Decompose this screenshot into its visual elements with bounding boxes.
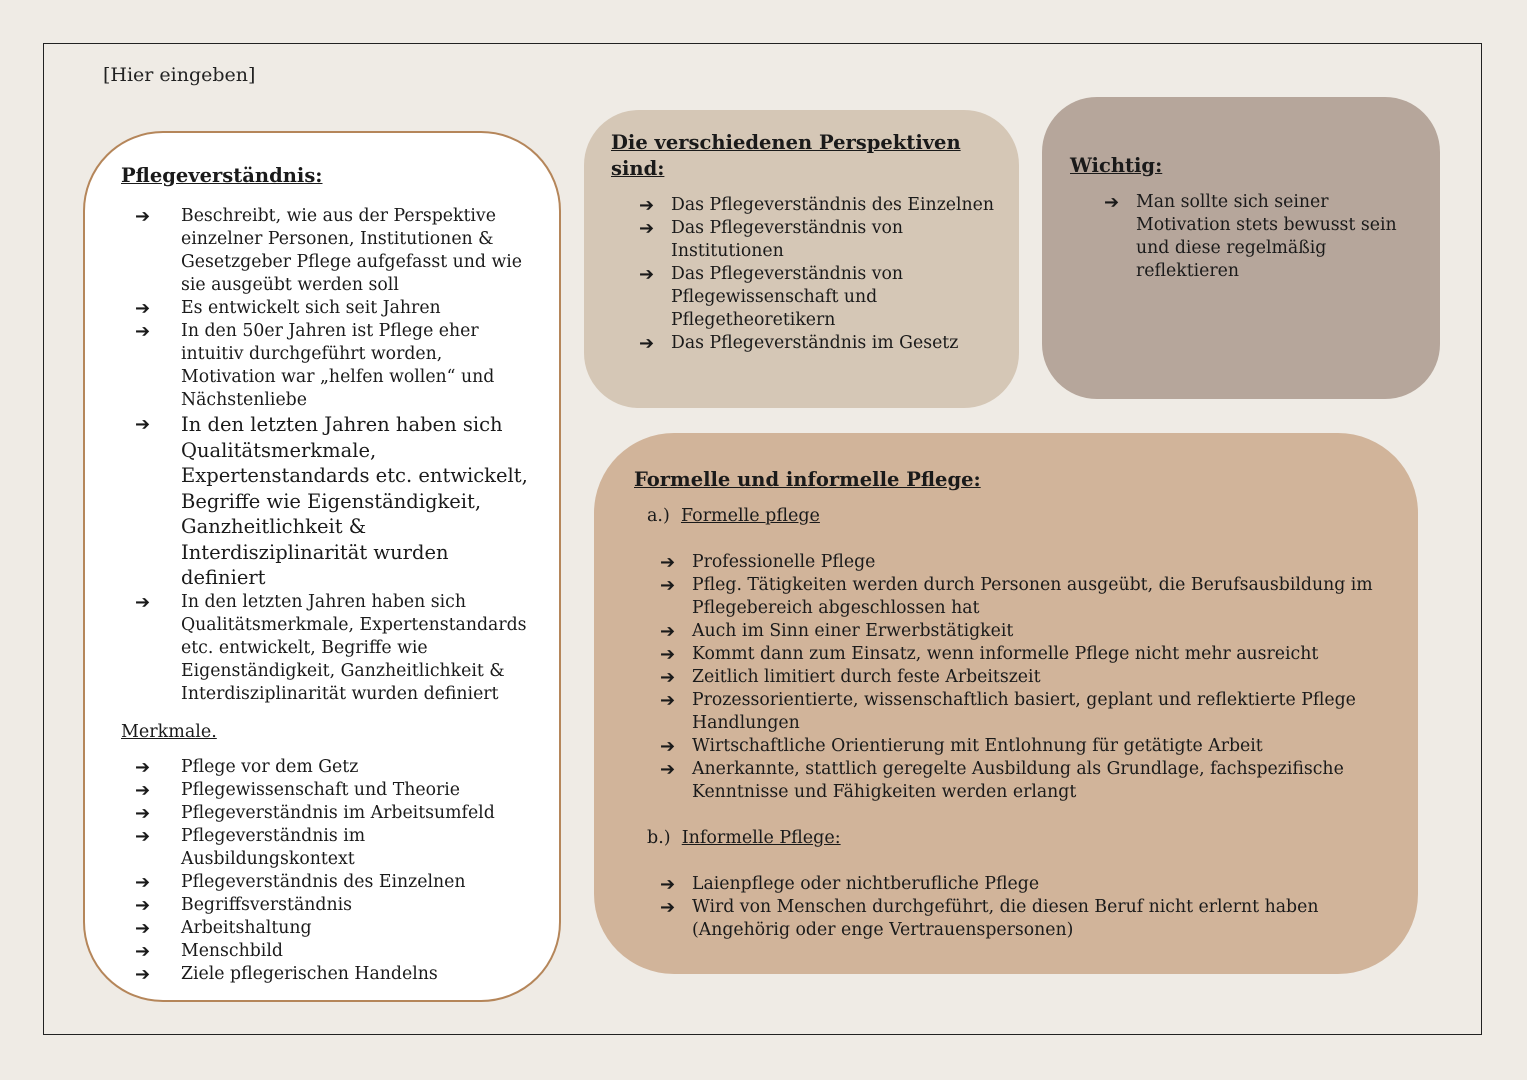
list-item: ➔ Professionelle Pflege: [660, 552, 876, 573]
arrow-right-icon: ➔: [135, 779, 151, 801]
arrow-right-icon: ➔: [660, 552, 676, 573]
list-item: ➔ In den letzten Jahren haben sich Qualitätsmerkmale, Expertenstandards etc. entwickelt, Begriffe wie Eigenständigkeit, Ganzheitlichkeit & Interdisziplinarität wurden definiert: [135, 591, 527, 704]
arrow-right-icon: ➔: [135, 871, 151, 893]
list-item: ➔ Menschbild: [135, 940, 283, 962]
list-item: ➔ Das Pflegeverständnis von Pflegewissenschaft und Pflegetheoretikern: [639, 264, 904, 330]
arrow-right-icon: ➔: [135, 321, 151, 342]
list-item: ➔ Laienpflege oder nichtberufliche Pflege: [660, 874, 1040, 895]
arrow-right-icon: ➔: [135, 963, 151, 985]
list-item: ➔ Ziele pflegerischen Handelns: [135, 963, 438, 985]
merkmale-title: Merkmale.: [121, 721, 217, 742]
perspektiven-title: Die verschiedenen Perspektiven sind:: [611, 131, 961, 180]
list-item: ➔ Pflegewissenschaft und Theorie: [135, 779, 461, 801]
arrow-right-icon: ➔: [639, 218, 655, 239]
list-item: ➔ Pflegeverständnis im Arbeitsumfeld: [135, 802, 495, 824]
arrow-right-icon: ➔: [660, 644, 676, 665]
wichtig-title: Wichtig:: [1070, 154, 1163, 177]
list-item: ➔ Zeitlich limitiert durch feste Arbeitszeit: [660, 667, 1041, 688]
arrow-right-icon: ➔: [135, 940, 151, 962]
arrow-right-icon: ➔: [639, 333, 655, 354]
list-item: ➔ Prozessorientierte, wissenschaftlich basiert, geplant und reflektierte Pflege Handlungen: [660, 690, 1356, 733]
formell-informell-box: [594, 433, 1418, 974]
list-item: ➔ Pflegeverständnis des Einzelnen: [135, 871, 466, 893]
pflegeverstaendnis-list: [121, 205, 529, 706]
list-item: ➔ Wirtschaftliche Orientierung mit Entlohnung für getätigte Arbeit: [660, 736, 1263, 757]
arrow-right-icon: ➔: [135, 206, 151, 227]
pflegeverstaendnis-box: [83, 131, 561, 1002]
list-item: ➔ Arbeitshaltung: [135, 917, 312, 939]
merkmale-list: [121, 756, 529, 986]
list-item: ➔ Kommt dann zum Einsatz, wenn informelle Pflege nicht mehr ausreicht: [660, 644, 1319, 665]
list-item: ➔ Auch im Sinn einer Erwerbstätigkeit: [660, 621, 1014, 642]
arrow-right-icon: ➔: [639, 195, 655, 216]
list-item: ➔ Man sollte sich seiner Motivation stets bewusst sein und diese regelmäßig reflektieren: [1104, 192, 1397, 281]
perspektiven-list: [611, 194, 999, 355]
arrow-right-icon: ➔: [660, 736, 676, 757]
list-item: ➔ Das Pflegeverständnis des Einzelnen: [639, 195, 995, 216]
arrow-right-icon: ➔: [135, 298, 151, 319]
arrow-right-icon: ➔: [135, 414, 151, 435]
list-item: ➔ Pfleg. Tätigkeiten werden durch Personen ausgeübt, die Berufsausbildung im Pflegebereich abgeschlossen hat: [660, 575, 1373, 618]
pflegeverstaendnis-title: Pflegeverständnis:: [121, 164, 323, 187]
arrow-right-icon: ➔: [1104, 192, 1120, 213]
formelle-pflege-heading: a.) Formelle pflege: [647, 506, 820, 526]
list-item: ➔ Wird von Menschen durchgeführt, die diesen Beruf nicht erlernt haben (Angehörig oder enge Vertrauenspersonen): [660, 897, 1319, 940]
arrow-right-icon: ➔: [660, 690, 676, 711]
informelle-pflege-list: [634, 873, 1388, 942]
arrow-right-icon: ➔: [135, 802, 151, 824]
formelle-pflege-list: [634, 551, 1388, 804]
arrow-right-icon: ➔: [135, 825, 151, 847]
arrow-right-icon: ➔: [135, 756, 151, 778]
arrow-right-icon: ➔: [660, 575, 676, 596]
list-item: ➔ In den 50er Jahren ist Pflege eher intuitiv durchgeführt worden, Motivation war „helfen wollen“ und Nächstenliebe: [135, 321, 495, 410]
arrow-right-icon: ➔: [639, 264, 655, 285]
arrow-right-icon: ➔: [660, 874, 676, 895]
arrow-right-icon: ➔: [135, 917, 151, 939]
arrow-right-icon: ➔: [135, 894, 151, 916]
list-item: ➔ Begriffsverständnis: [135, 894, 353, 916]
arrow-right-icon: ➔: [660, 667, 676, 688]
list-item: ➔ In den letzten Jahren haben sich Qualitätsmerkmale, Expertenstandards etc. entwickelt, Begriffe wie Eigenständigkeit, Ganzheitlichkeit & Interdisziplinarität wurden definiert: [135, 413, 528, 589]
header-placeholder[interactable]: [Hier eingeben]: [103, 64, 256, 86]
arrow-right-icon: ➔: [660, 759, 676, 780]
list-item: ➔ Pflege vor dem Getz: [135, 756, 359, 778]
list-item: ➔ Anerkannte, stattlich geregelte Ausbildung als Grundlage, fachspezifische Kenntnisse und Fähigkeiten werden erlangt: [660, 759, 1344, 802]
list-item: ➔ Das Pflegeverständnis im Gesetz: [639, 333, 959, 354]
formell-title: Formelle und informelle Pflege:: [634, 468, 981, 491]
list-item: ➔ Pflegeverständnis im Ausbildungskontext: [135, 825, 366, 869]
informelle-pflege-heading: b.) Informelle Pflege:: [647, 828, 841, 848]
list-item: ➔ Beschreibt, wie aus der Perspektive einzelner Personen, Institutionen & Gesetzgeber Pflege aufgefasst und wie sie ausgeübt werden soll: [135, 206, 523, 295]
list-item: ➔ Das Pflegeverständnis von Institutionen: [639, 218, 904, 261]
arrow-right-icon: ➔: [660, 897, 676, 918]
wichtig-list: [1070, 191, 1420, 283]
arrow-right-icon: ➔: [660, 621, 676, 642]
perspektiven-box: [584, 110, 1019, 408]
arrow-right-icon: ➔: [135, 591, 151, 613]
list-item: ➔ Es entwickelt sich seit Jahren: [135, 298, 441, 319]
wichtig-box: [1042, 97, 1440, 399]
